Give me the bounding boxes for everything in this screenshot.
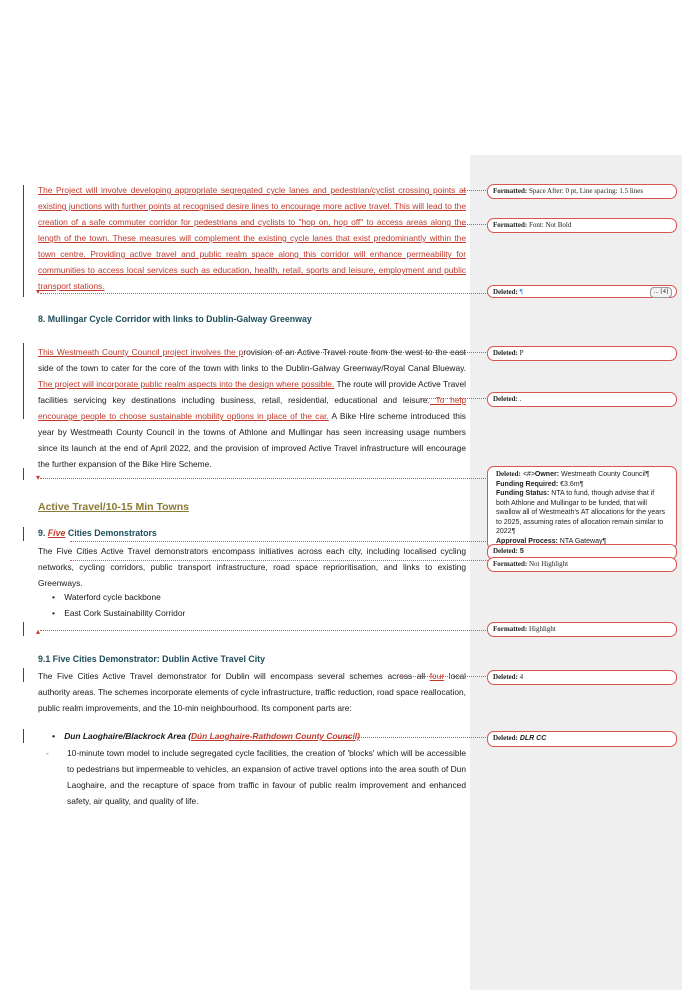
balloon-text: Space After: 0 pt, Line spacing: 1.5 lines: [527, 187, 644, 195]
more-button[interactable]: ... [4]: [650, 287, 672, 298]
balloon-type: Deleted:: [493, 673, 518, 681]
deletion-marker: ▴: [36, 627, 41, 636]
inserted-text: The Project will involve developing appropriate segregated cycle lanes and pedestrian/cyclist crossing points at existing junctions with further points at recognised desire lines to encourage more active travel. This will lead to the creation of a safe commuter corridor for pedestrians and cyclists to "hop on, hop off" to access areas along the length of the town. These measures will complement the existing cycle lanes that exist predominantly within the town centre. Providing active travel and public realm space along this corridor will enhance permeability for communities to access local services such as education, health, retail, sports and leisure, employment and public transport stations.: [38, 185, 466, 291]
balloon-type: Deleted:: [493, 734, 518, 742]
comment-leader: [70, 541, 488, 542]
section-9-1-heading: 9.1 Five Cities Demonstrator: Dublin Active Travel City: [38, 654, 265, 664]
balloon-type: Deleted:: [493, 547, 518, 555]
balloon-type: Deleted:: [496, 470, 521, 478]
change-bar: [23, 343, 24, 419]
section-9-heading: [38, 528, 157, 538]
comment-leader: [70, 560, 488, 561]
section-8-heading: 8. Mullingar Cycle Corridor with links to Dublin-Galway Greenway: [38, 314, 312, 324]
body-text: rovision of an Active Travel route from the west to the east side of the town to cater for the core of the town with links to the Dublin-Galway Greenway/Royal Canal Blueway.: [38, 347, 467, 373]
list-item: • Waterford cycle backbone: [52, 592, 161, 602]
list-item-text: Waterford cycle backbone: [64, 592, 161, 602]
list-item: • East Cork Sustainability Corridor: [52, 608, 186, 618]
list-item: • Dun Laoghaire/Blackrock Area (Dún Laoghaire-Rathdown County Council): [52, 731, 360, 741]
balloon-text: P: [517, 349, 524, 357]
balloon-field-label: Approval Process:: [496, 537, 558, 545]
body-text: local authority areas. The schemes incorporate elements of cycle infrastructure, traffic reduction, road space reallocation, public realm improvements, and the 10-min neighbourhood. Its component parts are:: [38, 671, 466, 713]
active-travel-heading: Active Travel/10-15 Min Towns: [38, 501, 189, 513]
balloon-text: Not Highlight: [527, 560, 569, 568]
list-item-text: Dun Laoghaire/Blackrock Area (: [64, 731, 191, 741]
inserted-text: This Westmeath County Council project involves the p: [38, 347, 244, 357]
change-bar: [23, 527, 24, 541]
paragraph-five-cities: The Five Cities Active Travel demonstrators encompass initiatives across each city, including localised cycling networks, cycling corridors, public transport infrastructure, road space reprioritisation, and links to existing Greenways.: [38, 546, 466, 588]
inserted-text: The project will incorporate public realm aspects into the design where possible.: [38, 379, 335, 389]
balloon-field-label: Funding Status:: [496, 490, 550, 497]
list-item-text: East Cork Sustainability Corridor: [64, 608, 186, 618]
balloon-text: DLR CC: [517, 735, 547, 742]
heading-text: Cities Demonstrators: [65, 528, 157, 538]
body-text: The route will provide Active Travel facilities servicing key destinations including business, retail, residential, educational and leisure.: [38, 379, 466, 405]
comment-leader: [400, 676, 488, 677]
body-text: A Bike Hire scheme introduced this year by Westmeath County Council in the towns of Athlone and Mullingar has seen increasing usage numbers since its launch at the end of April 2022, and the provision of improved Active Travel infrastructure will encourage the further expansion of the Bike Hire Scheme.: [38, 411, 466, 469]
balloon-type: Deleted:: [493, 395, 518, 403]
balloon-text: ¶: [517, 288, 523, 296]
inserted-text: four: [429, 671, 445, 681]
markup-pane: [470, 155, 682, 990]
comment-leader: [462, 190, 488, 191]
inserted-text: Dún Laoghaire-Rathdown County Council): [191, 731, 360, 741]
inserted-text: To help encourage people to choose sustainable mobility options in place of the car.: [38, 395, 466, 421]
detail-text: 10-minute town model to include segregated cycle facilities, the creation of 'blocks' which will be accessible to pedestrians but impermeable to vehicles, an expansion of active travel options into the area south of Dun Laoghaire, and the recapture of space from traffic in favour of public realm improvement and enhanced safety, air quality, and quality of life.: [67, 748, 466, 806]
comment-balloon[interactable]: [487, 218, 677, 233]
balloon-field-label: Funding Required:: [496, 480, 559, 488]
bullet-list: [52, 592, 185, 624]
balloon-text: .: [517, 395, 522, 403]
comment-balloon[interactable]: [487, 346, 677, 361]
balloon-text: NTA Gateway¶: [557, 537, 607, 545]
comment-leader: [40, 478, 488, 479]
balloon-text: Westmeath County Council¶: [559, 471, 650, 478]
balloon-text: €3.6m¶: [558, 480, 584, 488]
balloon-text: NTA to fund, though advise that if both Athlone and Mullingar to be funded, that will swallow all of Westmeath's AT allocations for the years to 2025, assuming rates of allocation remain similar to 2022¶: [496, 490, 666, 535]
comment-leader: [250, 352, 488, 353]
comment-balloon[interactable]: [487, 557, 677, 572]
comment-balloon[interactable]: [487, 731, 677, 747]
deletion-marker: ▾: [36, 287, 41, 296]
dash-marker: -: [46, 748, 49, 758]
heading-number: 9.: [38, 528, 48, 538]
comment-leader: [338, 737, 488, 738]
change-bar: [23, 729, 24, 743]
change-bar: [23, 468, 24, 480]
body-text: The Five Cities Active Travel demonstrator for Dublin will encompass several schemes across all: [38, 671, 430, 681]
comment-leader: [420, 398, 488, 399]
comment-balloon[interactable]: [487, 392, 677, 407]
balloon-type: Formatted:: [493, 625, 528, 633]
deletion-marker: ▾: [36, 473, 41, 482]
balloon-text: Font: Not Bold: [527, 221, 572, 229]
inserted-text: Five: [47, 528, 66, 538]
balloon-type: Formatted:: [493, 221, 528, 229]
comment-balloon[interactable]: [487, 466, 677, 550]
balloon-text: Highlight: [527, 625, 556, 633]
balloon-type: Deleted:: [493, 288, 518, 296]
comment-leader: [40, 293, 488, 294]
change-bar: [23, 185, 24, 297]
balloon-type: Deleted:: [493, 349, 518, 357]
change-bar: [23, 668, 24, 682]
comment-balloon[interactable]: [487, 285, 677, 298]
balloon-type: Formatted:: [493, 560, 528, 568]
paragraph-mullingar: [38, 344, 466, 472]
paragraph-project-description: [38, 182, 466, 294]
comment-leader: [40, 630, 488, 631]
list-item-detail: [46, 745, 466, 809]
comment-leader: [462, 224, 488, 225]
change-bar: [23, 622, 24, 636]
comment-balloon[interactable]: [487, 670, 677, 685]
balloon-text: 5: [517, 548, 524, 555]
comment-balloon[interactable]: [487, 622, 677, 637]
balloon-type: Formatted:: [493, 187, 528, 195]
comment-balloon[interactable]: [487, 184, 677, 199]
balloon-text: 4: [517, 673, 524, 681]
balloon-field-label: Owner:: [534, 471, 560, 478]
balloon-text: <#>: [520, 471, 535, 478]
